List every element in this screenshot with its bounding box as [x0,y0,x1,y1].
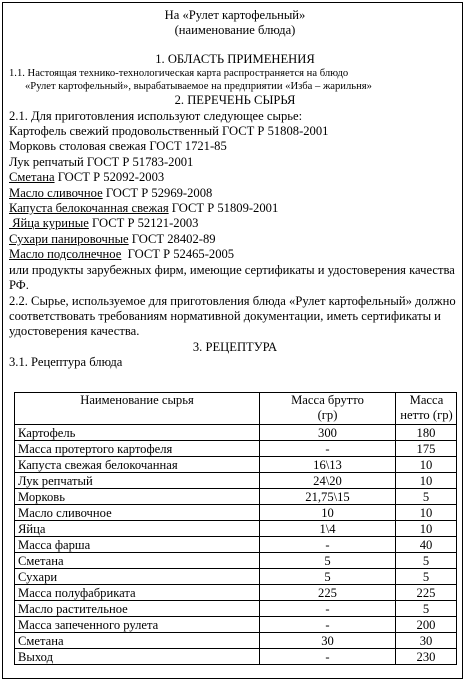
cell-gross: - [260,537,396,553]
ingredient-name: Картофель свежий продовольственный [9,124,219,139]
section-2-heading: 2. ПЕРЕЧЕНЬ СЫРЬЯ [174,93,296,108]
cell-ingredient: Сухари [15,569,260,585]
table-row [15,617,457,633]
ingredient-standard: ГОСТ Р 51808-2001 [218,124,329,139]
cell-gross: 5 [260,553,396,569]
section-1-line-1: 1.1. Настоящая технико-технологическая карта распространяется на блюдо [9,68,349,80]
header-name: Наименование сырья [15,393,260,425]
cell-ingredient: Масса полуфабриката [15,585,260,601]
header-gross [260,393,396,425]
ingredient-item [9,186,461,201]
cell-net: 5 [396,553,457,569]
document-subtitle: (наименование блюда) [174,23,296,38]
cell-net: 5 [396,489,457,505]
cell-gross: 300 [260,425,396,441]
ingredient-standard: ГОСТ 1721-85 [146,139,227,154]
cell-net: 180 [396,425,457,441]
ingredient-name: Капуста белокочанная свежая [9,201,169,216]
document-title: На «Рулет картофельный» [164,8,306,22]
cell-ingredient: Сметана [15,553,260,569]
recipe-table-header [15,393,457,425]
ingredient-name: Яйца куриные [9,216,89,231]
cell-net: 10 [396,473,457,489]
cell-net: 230 [396,649,457,665]
cell-gross: - [260,649,396,665]
ingredient-standard: ГОСТ Р 52121-2003 [88,216,199,231]
section-1-line-2: «Рулет картофельный», вырабатываемое на предприятии «Изба – жарильня» [25,81,372,93]
cell-ingredient: Масло растительное [15,601,260,617]
cell-ingredient: Масса протертого картофеля [15,441,260,457]
cell-ingredient: Сметана [15,633,260,649]
ingredient-name: Сметана [9,170,55,185]
ingredient-name: Масло подсолнечное [9,247,122,262]
table-row [15,521,457,537]
cell-gross: 30 [260,633,396,649]
cell-ingredient: Яйца [15,521,260,537]
cell-ingredient: Масло сливочное [15,505,260,521]
ingredient-standard: ГОСТ Р 52969-2008 [102,185,213,200]
table-row [15,489,457,505]
table-row [15,633,457,649]
cell-gross: - [260,601,396,617]
ingredient-standard: ГОСТ Р 51809-2001 [168,201,279,216]
cell-gross: - [260,441,396,457]
cell-net: 10 [396,505,457,521]
cell-net: 40 [396,537,457,553]
cell-net: 10 [396,457,457,473]
cell-ingredient: Лук репчатый [15,473,260,489]
ingredient-name: Лук репчатый [9,154,84,169]
table-row [15,601,457,617]
cell-gross: 10 [260,505,396,521]
cell-net: 30 [396,633,457,649]
recipe-table [14,392,457,665]
ingredient-item [9,232,461,247]
cell-net: 225 [396,585,457,601]
table-row [15,569,457,585]
document-content [9,8,461,371]
table-row [15,585,457,601]
cell-gross: 16\13 [260,457,396,473]
cell-net: 10 [396,521,457,537]
cell-ingredient: Масса запеченного рулета [15,617,260,633]
cell-gross: 1\4 [260,521,396,537]
table-row [15,441,457,457]
table-row [15,505,457,521]
section-3-subheading: 3.1. Рецептура блюда [9,355,123,370]
ingredient-list [9,124,461,263]
table-row [15,553,457,569]
table-row [15,425,457,441]
ingredient-item [9,139,461,154]
ingredient-item [9,124,461,139]
cell-gross: - [260,617,396,633]
cell-net: 5 [396,569,457,585]
cell-ingredient: Картофель [15,425,260,441]
cell-ingredient: Масса фарша [15,537,260,553]
cell-gross: 24\20 [260,473,396,489]
ingredient-item [9,155,461,170]
cell-ingredient: Капуста свежая белокочанная [15,457,260,473]
cell-net: 200 [396,617,457,633]
cell-gross: 225 [260,585,396,601]
table-row [15,473,457,489]
ingredient-standard: ГОСТ Р 51783-2001 [83,154,194,169]
foreign-products-note: или продукты зарубежных фирм, имеющие сертификаты и удостоверения качества РФ. [9,262,455,293]
ingredient-standard: ГОСТ Р 52465-2005 [121,247,235,262]
section-2-intro: 2.1. Для приготовления используют следующее сырье: [9,108,303,123]
cell-ingredient: Выход [15,649,260,665]
header-net-text: Масса нетто (гр) [400,393,453,422]
cell-net: 5 [396,601,457,617]
section-2-2-paragraph: 2.2. Сырье, используемое для приготовления блюда «Рулет картофельный» должно соответствовать требованиям нормативной документации, иметь сертификаты и удостоверения качества. [9,293,456,339]
table-row [15,537,457,553]
recipe-table-body [15,425,457,665]
ingredient-name: Масло сливочное [9,185,103,200]
cell-net: 175 [396,441,457,457]
ingredient-item [9,201,461,216]
table-row [15,649,457,665]
ingredient-item [9,216,461,231]
header-net [396,393,457,425]
document-page [2,2,463,679]
ingredient-name: Морковь столовая свежая [9,139,147,154]
ingredient-name: Сухари панировочные [9,231,129,246]
ingredient-standard: ГОСТ Р 52092-2003 [54,170,165,185]
cell-gross: 5 [260,569,396,585]
ingredient-standard: ГОСТ 28402-89 [128,231,216,246]
cell-gross: 21,75\15 [260,489,396,505]
cell-ingredient: Морковь [15,489,260,505]
section-1-heading: 1. ОБЛАСТЬ ПРИМЕНЕНИЯ [155,51,315,66]
table-row [15,457,457,473]
ingredient-item [9,170,461,185]
section-3-heading: 3. РЕЦЕПТУРА [192,339,278,354]
ingredient-item [9,247,461,262]
header-gross-text: Масса брутто (гр) [291,393,364,422]
